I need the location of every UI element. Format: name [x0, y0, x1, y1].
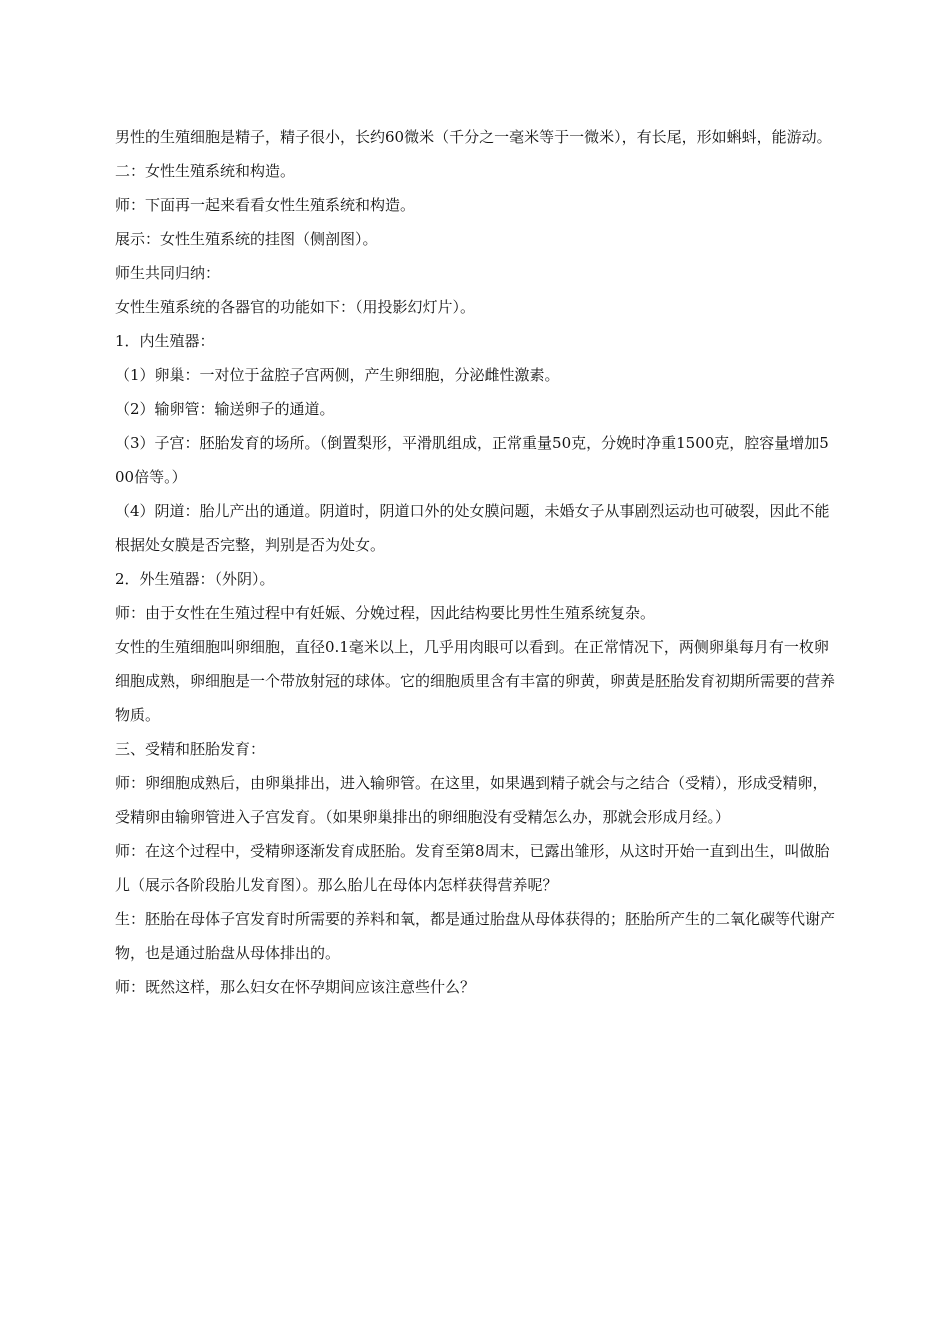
- heading-internal-organs: 1．内生殖器：: [115, 332, 215, 350]
- paragraph-student-placenta: 生：胚胎在母体子宫发育时所需要的养料和氧，都是通过胎盘从母体获得的；胚胎所产生的二氧化碳等代谢产物，也是通过胎盘从母体排出的。: [115, 910, 836, 962]
- paragraph-teacher-fertilization: 师：卵细胞成熟后，由卵巢排出，进入输卵管。在这里，如果遇到精子就会与之结合（受精），形成受精卵，受精卵由输卵管进入子宫发育。（如果卵巢排出的卵细胞没有受精怎么办，那就会形成月经。）: [115, 774, 828, 826]
- paragraph-teacher-question: 师：既然这样，那么妇女在怀孕期间应该注意些什么？: [115, 978, 476, 996]
- list-item-ovary: （1）卵巢：一对位于盆腔子宫两侧，产生卵细胞，分泌雌性激素。: [115, 366, 560, 384]
- heading-fertilization: 三、受精和胚胎发育：: [115, 740, 266, 758]
- paragraph-display-chart: 展示：女性生殖系统的挂图（侧剖图）。: [115, 230, 378, 248]
- list-item-oviduct: （2）输卵管：输送卵子的通道。: [115, 400, 335, 418]
- heading-female-reproductive-system: 二：女性生殖系统和构造。: [115, 162, 296, 180]
- paragraph-egg-cell: 女性的生殖细胞叫卵细胞，直径0.1毫米以上，几乎用肉眼可以看到。在正常情况下，两侧卵巢每月有一枚卵细胞成熟，卵细胞是一个带放射冠的球体。它的细胞质里含有丰富的卵黄，卵黄是胚胎发育初期所需要的营养物质。: [115, 638, 836, 724]
- paragraph-sperm-description: 男性的生殖细胞是精子，精子很小，长约60微米（千分之一毫米等于一微米），有长尾，形如蝌蚪，能游动。: [115, 128, 832, 146]
- heading-external-organs: 2．外生殖器：（外阴）。: [115, 570, 275, 588]
- list-item-vagina: （4）阴道：胎儿产出的通道。阴道时，阴道口外的处女膜问题，未婚女子从事剧烈运动也可破裂，因此不能根据处女膜是否完整，判别是否为处女。: [115, 502, 830, 554]
- paragraph-teacher-complexity: 师：由于女性在生殖过程中有妊娠、分娩过程，因此结构要比男性生殖系统复杂。: [115, 604, 656, 622]
- paragraph-teacher-embryo: 师：在这个过程中，受精卵逐渐发育成胚胎。发育至第8周末，已露出雏形，从这时开始一直到出生，叫做胎儿（展示各阶段胎儿发育图）。那么胎儿在母体内怎样获得营养呢？: [115, 842, 830, 894]
- paragraph-summary-intro: 师生共同归纳：: [115, 264, 221, 282]
- paragraph-teacher-intro: 师：下面再一起来看看女性生殖系统和构造。: [115, 196, 416, 214]
- document-body: [115, 120, 835, 1004]
- paragraph-organ-functions: 女性生殖系统的各器官的功能如下：（用投影幻灯片）。: [115, 298, 476, 316]
- list-item-uterus: （3）子宫：胚胎发育的场所。（倒置梨形，平滑肌组成，正常重量50克，分娩时净重1500克，腔容量增加500倍等。）: [115, 434, 829, 486]
